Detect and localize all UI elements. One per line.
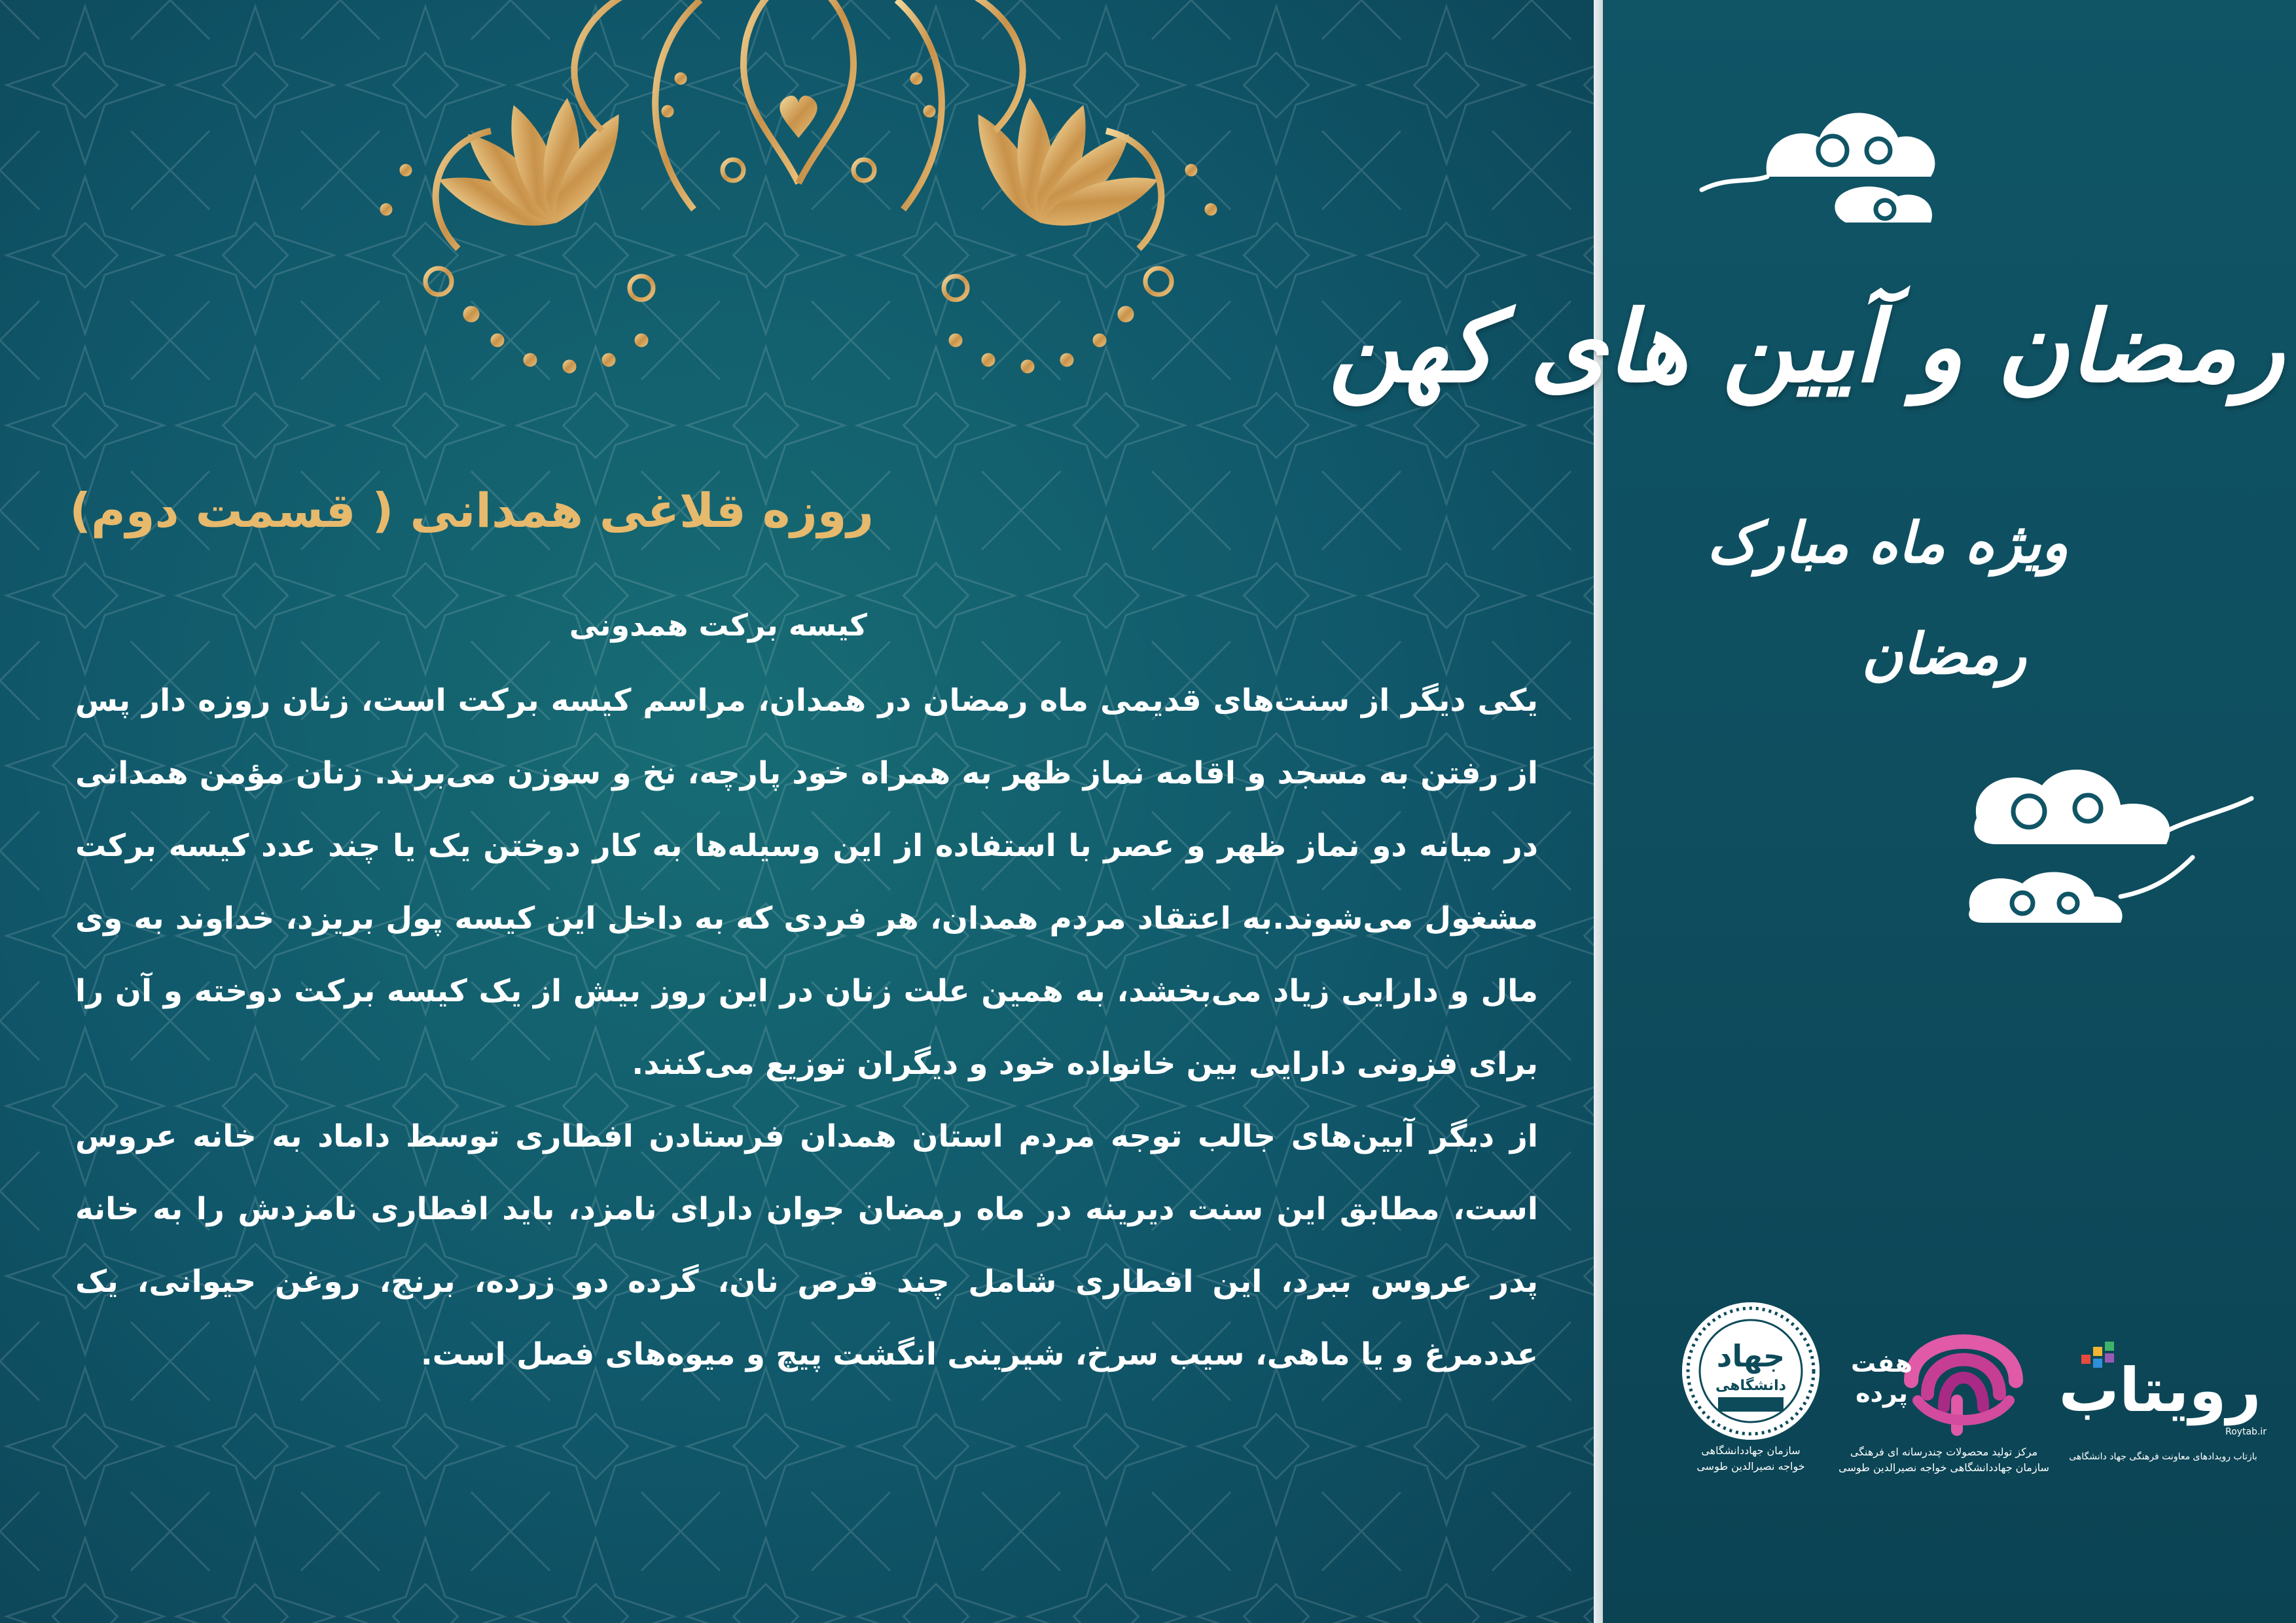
article-title: روزه قلاغی همدانی ( قسمت دوم) (69, 483, 874, 538)
haft-pardeh-name: هفت پرده (1851, 1349, 1912, 1408)
roytab-url: Roytab.ir (2225, 1427, 2267, 1437)
gold-mandala-ornament (275, 0, 1322, 393)
roytab-logo (2055, 1342, 2271, 1472)
roytab-caption: بازتاب رویدادهای معاونت فرهنگی جهاد دانشگاهی (2069, 1452, 2257, 1462)
poster-main-title: رمضان و آیین های کهن (1329, 289, 2284, 404)
jahad-seal-word: جهاد (1716, 1338, 1785, 1374)
haft-pardeh-caption-1: مرکز تولید محصولات چندرسانه ای فرهنگی (1850, 1446, 2038, 1458)
haft-pardeh-caption-2: سازمان جهاددانشگاهی خواجه نصیرالدین طوسی (1839, 1461, 2049, 1474)
haft-pardeh-logo (1839, 1302, 2049, 1486)
panel-divider (1594, 0, 1603, 1623)
poster-subtitle-line2: رمضان (1861, 621, 2026, 687)
jahad-seal-icon (1682, 1302, 1820, 1440)
article-paragraph-2: از دیگر آیین‌های جالب توجه مردم استان همدان فرستادن افطاری توسط داماد به خانه عروس است، مطابق این سنت دیرینه در ماه رمضان جوان دارای نامزد، باید افطاری نامزدش را به خانه پدر عروس ببرد، این افطاری شامل چند قرص نان، گرده دو زرده، برنج، روغن حیوانی، یک عددمرغ و یا ماهی، سیب سرخ، شیرینی انگشت پیچ و میوه‌های فصل است. (75, 1118, 1538, 1372)
cloud-ornament-icon (1689, 85, 1950, 236)
roytab-name: رویتاب (2058, 1355, 2261, 1425)
article-paragraph-1: یکی دیگر از سنت‌های قدیمی ماه رمضان در همدان، مراسم کیسه برکت است، زنان روزه دار پس از رفتن به مسجد و اقامه نماز ظهر به همراه خود پارچه، نخ و سوزن می‌برند. زنان مؤمن همدانی در میانه دو نماز ظهر و عصر با استفاده از این وسیله‌ها به کار دوختن یک یا چند عدد کیسه برکت مشغول می‌شوند.به اعتقاد مردم همدان، هر فردی که به داخل این کیسه پول بریزد، خداوند به وی مال و دارایی زیاد می‌بخشد، به همین علت زنان در این روز بیش از یک کیسه برکت دوخته و آن را برای فزونی دارایی بین خانواده خود و دیگران توزیع می‌کنند. (75, 683, 1538, 1082)
jahad-caption-1: سازمان جهاددانشگاهی (1701, 1444, 1801, 1457)
article-subtitle: کیسه برکت همدونی (569, 607, 867, 643)
jahad-caption-2: خواجه نصیرالدین طوسی (1696, 1460, 1805, 1472)
haft-pardeh-emblem-icon (1898, 1302, 2029, 1440)
jahad-daneshgahi-logo (1676, 1302, 1826, 1479)
poster-subtitle-line1: ویژه ماه مبارک (1707, 510, 2068, 576)
cloud-ornament-icon (1957, 746, 2258, 942)
jahad-seal-word2: دانشگاهی (1715, 1378, 1787, 1394)
article-body (75, 664, 1538, 1391)
